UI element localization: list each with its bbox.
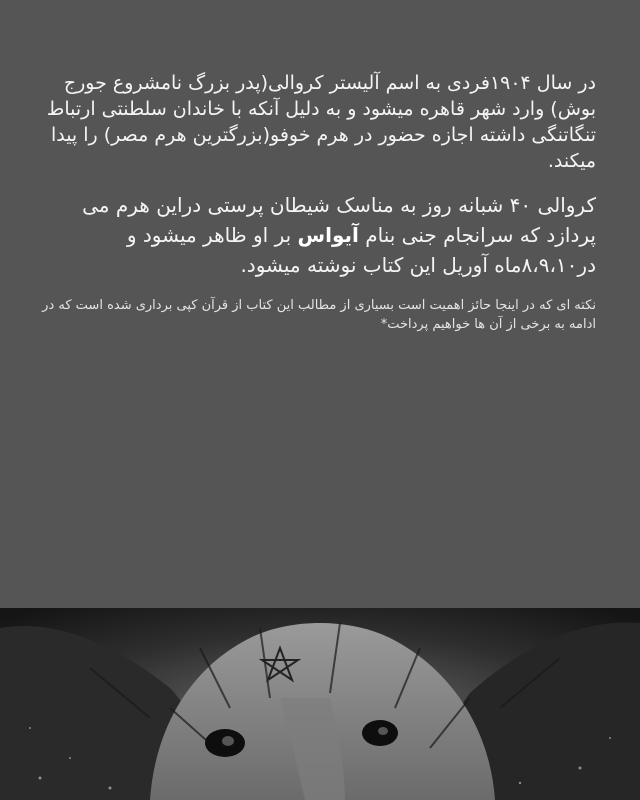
highlighted-name: آیواس: [297, 223, 359, 247]
paragraph-2-start: کروالی ۴۰ شبانه روز به مناسک شیطان پرستی دراین هرم می پردازد که سرانجام جنی بنام: [82, 193, 596, 247]
post-text: [40, 70, 596, 334]
footnote: نکته ای که در اینجا حائز اهمیت است بسیاری از مطالب این کتاب از قرآن کپی برداری شده است که در ادامه به برخی از آن ها خواهیم پرداخت*: [42, 298, 596, 332]
goat-head-illustration: [0, 608, 640, 800]
paragraph-1: در سال ۱۹۰۴فردی به اسم آلیستر کروالی(پدر بزرگ نامشروع جورج بوش) وارد شهر قاهره میشود و به دلیل آنکه با خاندان سلطنتی ارتباط تنگاتنگی داشته اجازه حضور در هرم خوفو(بزرگترین هرم مصر) را پیدا میکند.: [46, 72, 596, 172]
goat-head-drawing: [0, 608, 640, 800]
paragraph-2-end: بر او ظاهر میشود و در۸،۹،۱۰ماه آوریل این کتاب نوشته میشود.: [126, 223, 596, 277]
paragraph-2: [40, 190, 596, 280]
